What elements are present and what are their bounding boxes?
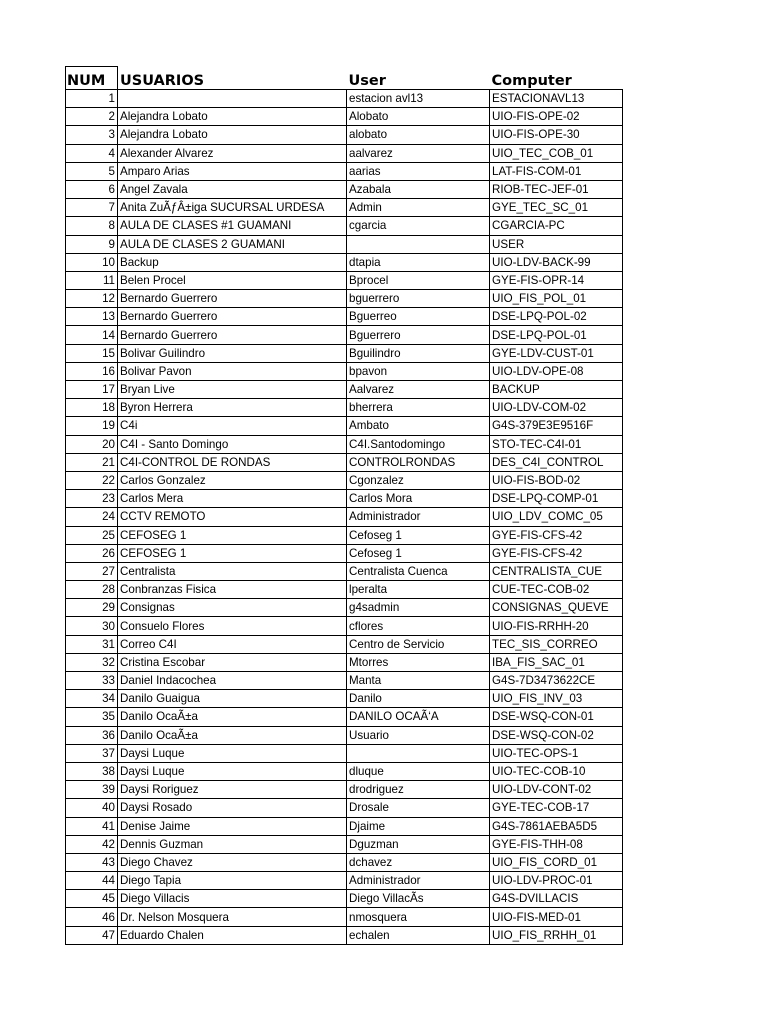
- cell-computer: UIO-LDV-OPE-08: [490, 362, 623, 380]
- cell-num: 37: [66, 744, 118, 762]
- cell-num: 6: [66, 180, 118, 198]
- cell-usuario: Consuelo Flores: [118, 617, 347, 635]
- cell-computer: LAT-FIS-COM-01: [490, 162, 623, 180]
- cell-usuario: Danilo OcaÃ±a: [118, 726, 347, 744]
- table-row: [66, 417, 623, 435]
- cell-usuario: C4i: [118, 417, 347, 435]
- cell-usuario: AULA DE CLASES 2 GUAMANI: [118, 235, 347, 253]
- cell-usuario: Conbranzas Fisica: [118, 581, 347, 599]
- cell-num: 40: [66, 799, 118, 817]
- table-row: [66, 471, 623, 489]
- cell-computer: UIO-LDV-BACK-99: [490, 253, 623, 271]
- cell-computer: UIO-LDV-COM-02: [490, 399, 623, 417]
- cell-num: 33: [66, 672, 118, 690]
- cell-user: Bguerreo: [347, 308, 490, 326]
- cell-usuario: Eduardo Chalen: [118, 926, 347, 944]
- cell-usuario: Backup: [118, 253, 347, 271]
- cell-user: alobato: [347, 126, 490, 144]
- table-row: [66, 235, 623, 253]
- cell-computer: G4S-7D3473622CE: [490, 672, 623, 690]
- table-row: [66, 872, 623, 890]
- cell-usuario: Alejandra Lobato: [118, 108, 347, 126]
- cell-num: 11: [66, 271, 118, 289]
- table-row: [66, 853, 623, 871]
- cell-computer: UIO_FIS_INV_03: [490, 690, 623, 708]
- cell-usuario: Correo C4I: [118, 635, 347, 653]
- cell-user: Danilo: [347, 690, 490, 708]
- cell-num: 46: [66, 908, 118, 926]
- cell-computer: DSE-LPQ-POL-02: [490, 308, 623, 326]
- cell-user: Ambato: [347, 417, 490, 435]
- cell-num: 36: [66, 726, 118, 744]
- cell-user: Administrador: [347, 508, 490, 526]
- table-row: [66, 817, 623, 835]
- cell-user: Mtorres: [347, 653, 490, 671]
- cell-computer: UIO_LDV_COMC_05: [490, 508, 623, 526]
- cell-computer: CENTRALISTA_CUE: [490, 562, 623, 580]
- cell-user: dluque: [347, 762, 490, 780]
- cell-num: 43: [66, 853, 118, 871]
- cell-usuario: Consignas: [118, 599, 347, 617]
- cell-user: Cgonzalez: [347, 471, 490, 489]
- table-row: [66, 308, 623, 326]
- cell-num: 29: [66, 599, 118, 617]
- header-num: NUM: [66, 67, 118, 90]
- cell-user: Djaime: [347, 817, 490, 835]
- cell-usuario: Bolivar Pavon: [118, 362, 347, 380]
- cell-usuario: CEFOSEG 1: [118, 544, 347, 562]
- cell-usuario: Bernardo Guerrero: [118, 290, 347, 308]
- cell-user: cgarcia: [347, 217, 490, 235]
- cell-usuario: Daysi Luque: [118, 744, 347, 762]
- cell-num: 35: [66, 708, 118, 726]
- table-row: [66, 781, 623, 799]
- cell-user: Manta: [347, 672, 490, 690]
- cell-user: Bguerrero: [347, 326, 490, 344]
- cell-computer: CUE-TEC-COB-02: [490, 581, 623, 599]
- cell-user: nmosquera: [347, 908, 490, 926]
- cell-num: 34: [66, 690, 118, 708]
- cell-usuario: Daysi Luque: [118, 762, 347, 780]
- table-row: [66, 690, 623, 708]
- header-row: [66, 67, 623, 90]
- cell-num: 13: [66, 308, 118, 326]
- cell-usuario: Amparo Arias: [118, 162, 347, 180]
- cell-num: 26: [66, 544, 118, 562]
- cell-computer: GYE-FIS-CFS-42: [490, 526, 623, 544]
- cell-usuario: Cristina Escobar: [118, 653, 347, 671]
- table-row: [66, 253, 623, 271]
- cell-user: Azabala: [347, 180, 490, 198]
- cell-user: Drosale: [347, 799, 490, 817]
- cell-num: 32: [66, 653, 118, 671]
- cell-num: 27: [66, 562, 118, 580]
- cell-computer: GYE_TEC_SC_01: [490, 199, 623, 217]
- cell-computer: G4S-379E3E9516F: [490, 417, 623, 435]
- cell-user: aarias: [347, 162, 490, 180]
- cell-usuario: C4I - Santo Domingo: [118, 435, 347, 453]
- cell-user: bguerrero: [347, 290, 490, 308]
- table-row: [66, 544, 623, 562]
- cell-usuario: Dr. Nelson Mosquera: [118, 908, 347, 926]
- cell-computer: DSE-LPQ-POL-01: [490, 326, 623, 344]
- cell-usuario: Daysi Rosado: [118, 799, 347, 817]
- cell-num: 16: [66, 362, 118, 380]
- cell-usuario: Byron Herrera: [118, 399, 347, 417]
- table-row: [66, 744, 623, 762]
- cell-usuario: Diego Tapia: [118, 872, 347, 890]
- cell-user: Dguzman: [347, 835, 490, 853]
- cell-usuario: Denise Jaime: [118, 817, 347, 835]
- cell-computer: UIO_FIS_RRHH_01: [490, 926, 623, 944]
- table-row: [66, 672, 623, 690]
- cell-computer: GYE-LDV-CUST-01: [490, 344, 623, 362]
- cell-user: Diego VillacÃs: [347, 890, 490, 908]
- cell-computer: RIOB-TEC-JEF-01: [490, 180, 623, 198]
- cell-user: C4I.Santodomingo: [347, 435, 490, 453]
- cell-user: drodriguez: [347, 781, 490, 799]
- cell-usuario: CEFOSEG 1: [118, 526, 347, 544]
- table-row: [66, 90, 623, 108]
- cell-usuario: Alejandra Lobato: [118, 126, 347, 144]
- table-row: [66, 180, 623, 198]
- table-row: [66, 271, 623, 289]
- cell-num: 4: [66, 144, 118, 162]
- cell-usuario: C4I-CONTROL DE RONDAS: [118, 453, 347, 471]
- cell-user: Usuario: [347, 726, 490, 744]
- table-row: [66, 126, 623, 144]
- cell-num: 39: [66, 781, 118, 799]
- cell-num: 8: [66, 217, 118, 235]
- cell-computer: DES_C4I_CONTROL: [490, 453, 623, 471]
- cell-computer: UIO-FIS-OPE-02: [490, 108, 623, 126]
- table-row: [66, 453, 623, 471]
- cell-user: bherrera: [347, 399, 490, 417]
- cell-computer: IBA_FIS_SAC_01: [490, 653, 623, 671]
- cell-num: 47: [66, 926, 118, 944]
- cell-computer: UIO-LDV-PROC-01: [490, 872, 623, 890]
- cell-usuario: Carlos Mera: [118, 490, 347, 508]
- cell-usuario: Bolivar Guilindro: [118, 344, 347, 362]
- cell-user: g4sadmin: [347, 599, 490, 617]
- cell-usuario: Centralista: [118, 562, 347, 580]
- cell-computer: GYE-TEC-COB-17: [490, 799, 623, 817]
- table-row: [66, 217, 623, 235]
- cell-user: CONTROLRONDAS: [347, 453, 490, 471]
- cell-computer: UIO_FIS_POL_01: [490, 290, 623, 308]
- cell-num: 12: [66, 290, 118, 308]
- cell-usuario: Bernardo Guerrero: [118, 326, 347, 344]
- users-table: [65, 66, 623, 945]
- cell-num: 19: [66, 417, 118, 435]
- header-user: User: [347, 67, 490, 90]
- table-row: [66, 290, 623, 308]
- table-row: [66, 762, 623, 780]
- cell-num: 5: [66, 162, 118, 180]
- cell-computer: G4S-7861AEBA5D5: [490, 817, 623, 835]
- cell-num: 30: [66, 617, 118, 635]
- cell-user: Admin: [347, 199, 490, 217]
- header-computer: Computer: [490, 67, 623, 90]
- table-body: [66, 90, 623, 945]
- table-row: [66, 144, 623, 162]
- cell-user: Alobato: [347, 108, 490, 126]
- cell-user: Administrador: [347, 872, 490, 890]
- table-row: [66, 890, 623, 908]
- cell-num: 20: [66, 435, 118, 453]
- cell-num: 42: [66, 835, 118, 853]
- cell-computer: CONSIGNAS_QUEVE: [490, 599, 623, 617]
- cell-usuario: Angel Zavala: [118, 180, 347, 198]
- cell-computer: UIO-FIS-MED-01: [490, 908, 623, 926]
- cell-usuario: Daniel Indacochea: [118, 672, 347, 690]
- table-row: [66, 162, 623, 180]
- cell-computer: DSE-WSQ-CON-02: [490, 726, 623, 744]
- table-row: [66, 490, 623, 508]
- table-row: [66, 835, 623, 853]
- cell-num: 1: [66, 90, 118, 108]
- cell-user: dtapia: [347, 253, 490, 271]
- table-row: [66, 726, 623, 744]
- cell-computer: STO-TEC-C4I-01: [490, 435, 623, 453]
- cell-num: 28: [66, 581, 118, 599]
- table-row: [66, 708, 623, 726]
- cell-computer: DSE-WSQ-CON-01: [490, 708, 623, 726]
- table-row: [66, 326, 623, 344]
- table-row: [66, 599, 623, 617]
- cell-usuario: Dennis Guzman: [118, 835, 347, 853]
- table-row: [66, 562, 623, 580]
- cell-computer: CGARCIA-PC: [490, 217, 623, 235]
- cell-computer: UIO_TEC_COB_01: [490, 144, 623, 162]
- cell-computer: USER: [490, 235, 623, 253]
- cell-num: 17: [66, 381, 118, 399]
- cell-user: aalvarez: [347, 144, 490, 162]
- cell-computer: UIO-FIS-BOD-02: [490, 471, 623, 489]
- cell-num: 23: [66, 490, 118, 508]
- cell-user: Centro de Servicio: [347, 635, 490, 653]
- cell-usuario: Diego Chavez: [118, 853, 347, 871]
- cell-usuario: Alexander Alvarez: [118, 144, 347, 162]
- cell-computer: G4S-DVILLACIS: [490, 890, 623, 908]
- cell-user: Bprocel: [347, 271, 490, 289]
- cell-usuario: Belen Procel: [118, 271, 347, 289]
- cell-usuario: Bryan Live: [118, 381, 347, 399]
- cell-num: 45: [66, 890, 118, 908]
- cell-user: Centralista Cuenca: [347, 562, 490, 580]
- cell-usuario: Danilo Guaigua: [118, 690, 347, 708]
- cell-usuario: [118, 90, 347, 108]
- cell-user: Carlos Mora: [347, 490, 490, 508]
- cell-num: 15: [66, 344, 118, 362]
- cell-user: Cefoseg 1: [347, 544, 490, 562]
- cell-usuario: AULA DE CLASES #1 GUAMANI: [118, 217, 347, 235]
- cell-num: 41: [66, 817, 118, 835]
- cell-num: 24: [66, 508, 118, 526]
- cell-user: lperalta: [347, 581, 490, 599]
- table-row: [66, 526, 623, 544]
- cell-user: Aalvarez: [347, 381, 490, 399]
- cell-computer: ESTACIONAVL13: [490, 90, 623, 108]
- cell-user: Cefoseg 1: [347, 526, 490, 544]
- cell-user: Bguilindro: [347, 344, 490, 362]
- cell-usuario: CCTV REMOTO: [118, 508, 347, 526]
- table-row: [66, 635, 623, 653]
- cell-num: 38: [66, 762, 118, 780]
- cell-computer: UIO-TEC-COB-10: [490, 762, 623, 780]
- cell-computer: UIO-TEC-OPS-1: [490, 744, 623, 762]
- table-row: [66, 362, 623, 380]
- cell-num: 7: [66, 199, 118, 217]
- cell-user: [347, 235, 490, 253]
- table-row: [66, 617, 623, 635]
- cell-num: 25: [66, 526, 118, 544]
- cell-user: bpavon: [347, 362, 490, 380]
- table-row: [66, 108, 623, 126]
- cell-num: 3: [66, 126, 118, 144]
- cell-num: 22: [66, 471, 118, 489]
- cell-computer: GYE-FIS-THH-08: [490, 835, 623, 853]
- cell-user: cflores: [347, 617, 490, 635]
- cell-computer: GYE-FIS-CFS-42: [490, 544, 623, 562]
- cell-num: 9: [66, 235, 118, 253]
- cell-computer: TEC_SIS_CORREO: [490, 635, 623, 653]
- cell-user: DANILO OCAÃ‘A: [347, 708, 490, 726]
- cell-num: 18: [66, 399, 118, 417]
- cell-usuario: Diego Villacis: [118, 890, 347, 908]
- table-row: [66, 653, 623, 671]
- table-row: [66, 581, 623, 599]
- cell-user: echalen: [347, 926, 490, 944]
- cell-num: 31: [66, 635, 118, 653]
- cell-computer: DSE-LPQ-COMP-01: [490, 490, 623, 508]
- cell-usuario: Bernardo Guerrero: [118, 308, 347, 326]
- cell-computer: BACKUP: [490, 381, 623, 399]
- cell-computer: UIO_FIS_CORD_01: [490, 853, 623, 871]
- table-row: [66, 199, 623, 217]
- cell-computer: UIO-LDV-CONT-02: [490, 781, 623, 799]
- cell-usuario: Danilo OcaÃ±a: [118, 708, 347, 726]
- cell-user: estacion avl13: [347, 90, 490, 108]
- cell-user: [347, 744, 490, 762]
- cell-num: 21: [66, 453, 118, 471]
- table-row: [66, 926, 623, 944]
- table-row: [66, 381, 623, 399]
- cell-computer: UIO-FIS-OPE-30: [490, 126, 623, 144]
- table-row: [66, 344, 623, 362]
- table-row: [66, 435, 623, 453]
- cell-num: 14: [66, 326, 118, 344]
- table-row: [66, 908, 623, 926]
- cell-num: 44: [66, 872, 118, 890]
- cell-usuario: Anita ZuÃƒÂ±iga SUCURSAL URDESA: [118, 199, 347, 217]
- cell-user: dchavez: [347, 853, 490, 871]
- cell-num: 2: [66, 108, 118, 126]
- cell-usuario: Daysi Roriguez: [118, 781, 347, 799]
- table-row: [66, 508, 623, 526]
- cell-num: 10: [66, 253, 118, 271]
- table-row: [66, 799, 623, 817]
- cell-usuario: Carlos Gonzalez: [118, 471, 347, 489]
- table-row: [66, 399, 623, 417]
- header-usuarios: USUARIOS: [118, 67, 347, 90]
- cell-computer: GYE-FIS-OPR-14: [490, 271, 623, 289]
- cell-computer: UIO-FIS-RRHH-20: [490, 617, 623, 635]
